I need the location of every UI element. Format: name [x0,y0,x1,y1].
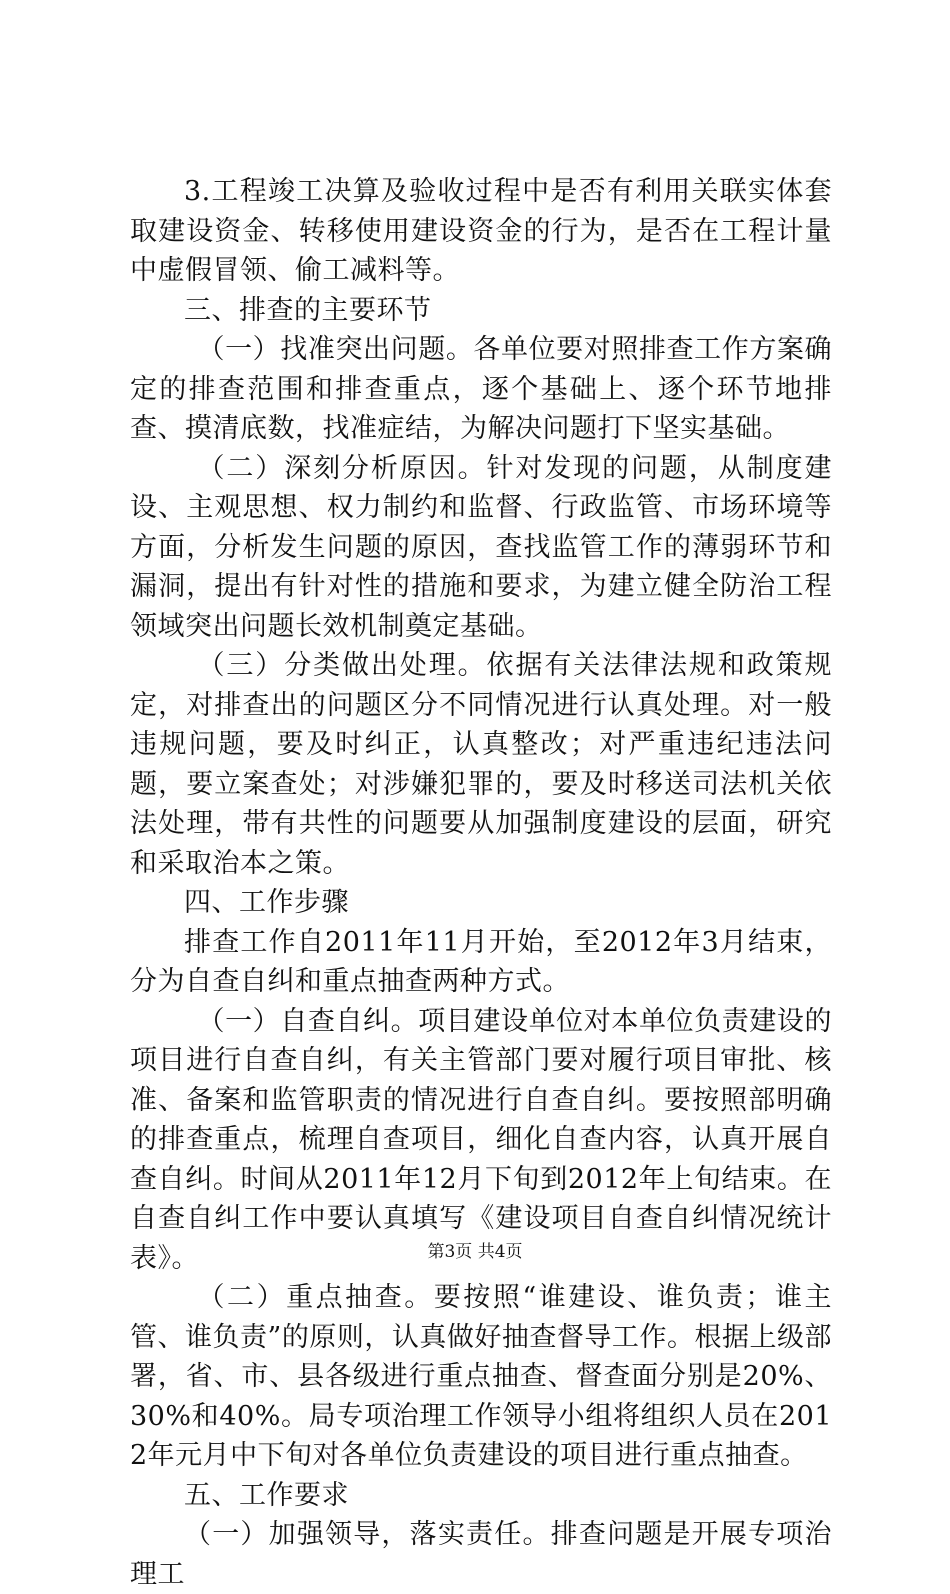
paragraph-find-problems: （一）找准突出问题。各单位要对照排查工作方案确定的排查范围和排查重点，逐个基础上、逐个环节地排查、摸清底数，找准症结，为解决问题打下坚实基础。 [130,334,832,444]
document-body [130,172,832,1594]
paragraph-handle-by-category: （三）分类做出处理。依据有关法律法规和政策规定，对排查出的问题区分不同情况进行认真处理。对一般违规问题，要及时纠正，认真整改；对严重违纪违法问题，要立案查处；对涉嫌犯罪的，要及时移送司法机关依法处理，带有共性的问题要从加强制度建设的层面，研究和采取治本之策。 [130,650,832,879]
paragraph-self-check: （一）自查自纠。项目建设单位对本单位负责建设的项目进行自查自纠，有关主管部门要对履行项目审批、核准、备案和监管职责的情况进行自查自纠。要按照部明确的排查重点，梳理自查项目，细化自查内容，认真开展自查自纠。时间从2011年12月下旬到2012年上旬结束。在自查自纠工作中要认真填写《建设项目自查自纠情况统计表》。 [130,1005,832,1274]
page-number-footer: 第3页 共4页 [427,1242,523,1262]
section-heading-3: 三、排查的主要环节 [184,294,432,326]
paragraph-item-3: 3.工程竣工决算及验收过程中是否有利用关联实体套取建设资金、转移使用建设资金的行为，是否在工程计量中虚假冒领、偷工减料等。 [130,176,832,286]
paragraph-spot-check: （二）重点抽查。要按照“谁建设、谁负责；谁主管、谁负责”的原则，认真做好抽查督导工作。根据上级部署，省、市、县各级进行重点抽查、督查面分别是20%、30%和40%。局专项治理工作领导小组将组织人员在2012年元月中下旬对各单位负责建设的项目进行重点抽查。 [130,1282,832,1471]
paragraph-leadership: （一）加强领导，落实责任。排查问题是开展专项治理工 [130,1519,832,1590]
section-heading-5: 五、工作要求 [184,1479,349,1511]
section-heading-4: 四、工作步骤 [184,887,349,918]
paragraph-analyze-causes: （二）深刻分析原因。针对发现的问题，从制度建设、主观思想、权力制约和监督、行政监管、市场环境等方面，分析发生问题的原因，查找监管工作的薄弱环节和漏洞，提出有针对性的措施和要求，为建立健全防治工程领域突出问题长效机制奠定基础。 [130,452,832,642]
paragraph-schedule: 排查工作自2011年11月开始，至2012年3月结束，分为自查自纠和重点抽查两种方式。 [130,926,832,997]
